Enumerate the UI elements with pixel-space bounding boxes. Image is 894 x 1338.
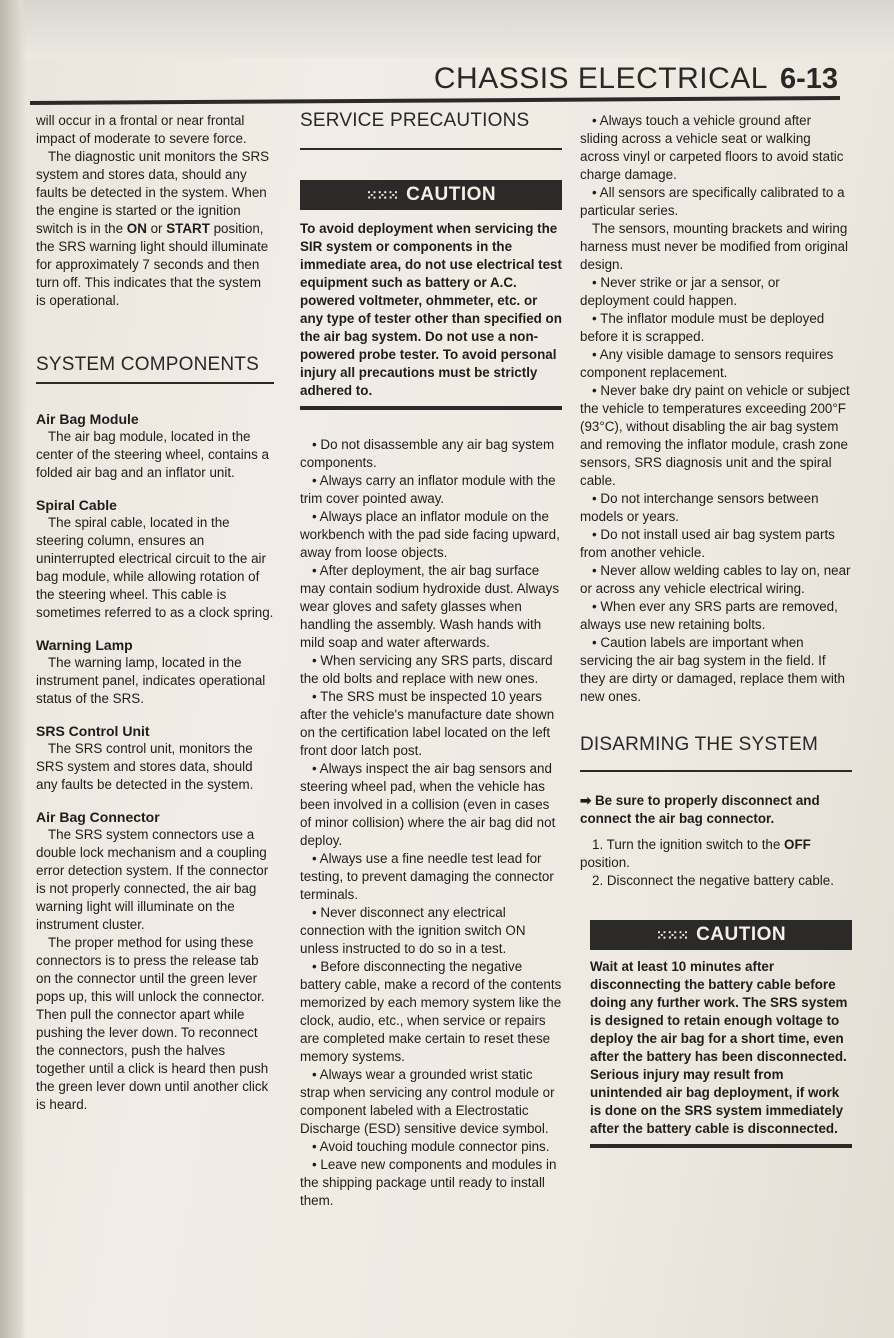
precaution-bullet: • Always touch a vehicle ground after sliding across a vehicle seat or walking across vinyl or carpeted floors to avoid static charge damage. xyxy=(580,113,844,182)
header-rule xyxy=(30,96,840,105)
precaution-bullet: • Do not install used air bag system parts from another vehicle. xyxy=(580,527,835,560)
precaution-bullet: • Do not disassemble any air bag system components. xyxy=(300,437,555,470)
caution-banner xyxy=(590,920,852,950)
precaution-bullet: • Leave new components and modules in the shipping package until ready to install them. xyxy=(300,1157,557,1208)
service-precautions-heading: SERVICE PRECAUTIONS xyxy=(300,110,530,131)
warning-lamp-text: The warning lamp, located in the instrument panel, indicates operational status of the SRS. xyxy=(36,655,266,706)
precaution-bullet: • Before disconnecting the negative battery cable, make a record of the contents memorized by each memory system like the clock, audio, etc., when service or repairs are completed make certain to reset these memory systems. xyxy=(300,959,562,1064)
column-1 xyxy=(36,112,274,1114)
step-2: 2. Disconnect the negative battery cable. xyxy=(592,873,834,888)
caution-text: To avoid deployment when servicing the SIR system or components in the immediate area, do not use electrical test equipment such as battery or A.C. powered voltmeter, ohmmeter, etc. or any type of tester other than specified on the air bag system. Do not use a non-powered probe tester. To avoid personal injury all precautions must be strictly adhered to. xyxy=(300,221,562,398)
system-components-heading: SYSTEM COMPONENTS xyxy=(36,354,259,375)
section-title: CHASSIS ELECTRICAL xyxy=(433,62,768,95)
srs-control-unit-text: The SRS control unit, monitors the SRS system and stores data, should any faults be detected in the system. xyxy=(36,741,254,792)
precaution-paragraph: The sensors, mounting brackets and wiring harness must never be modified from original design. xyxy=(580,221,848,272)
caution-text: Wait at least 10 minutes after disconnecting the battery cable before doing any further work. The SRS system is designed to retain enough voltage to deploy the air bag for a short time, even after the battery has been disconnected. Serious injury may result from unintended air bag deployment, if work is done on the SRS system immediately after the battery cable is disconnected. xyxy=(590,959,848,1136)
caution-icon: ⁙⁙⁙ xyxy=(365,187,399,203)
spiral-cable-text: The spiral cable, located in the steering column, ensures an uninterrupted electrical circuit to the air bag module, while allowing rotation of the steering wheel. This cable is sometimes referred to as a clock spring. xyxy=(36,515,274,620)
disarming-heading: DISARMING THE SYSTEM xyxy=(580,734,819,755)
precaution-bullet: • Caution labels are important when servicing the air bag system in the field. If they are dirty or damaged, replace them with new ones. xyxy=(580,635,845,704)
precaution-bullet: • When servicing any SRS parts, discard the old bolts and replace with new ones. xyxy=(300,653,553,686)
precaution-bullet: • Always wear a grounded wrist static strap when servicing any control module or component labeled with a Electrostatic Discharge (ESD) sensitive device symbol. xyxy=(300,1067,555,1136)
precaution-bullet: • Always inspect the air bag sensors and steering wheel pad, when the vehicle has been involved in a collision (even in cases of minor collision) where the air bag did not deploy. xyxy=(300,761,556,848)
caution-bottom-rule xyxy=(590,1144,852,1148)
precaution-bullet: • Always place an inflator module on the workbench with the pad side facing upward, away from loose objects. xyxy=(300,509,560,560)
precaution-bullet: • Avoid touching module connector pins. xyxy=(312,1139,550,1154)
air-bag-module-text: The air bag module, located in the center of the steering wheel, contains a folded air bag and an inflator unit. xyxy=(36,429,269,480)
precaution-bullet: • When ever any SRS parts are removed, always use new retaining bolts. xyxy=(580,599,838,632)
srs-control-unit-heading: SRS Control Unit xyxy=(36,723,150,739)
caution-banner xyxy=(300,180,562,210)
precaution-bullet: • Never allow welding cables to lay on, near or across any vehicle electrical wiring. xyxy=(580,563,851,596)
precaution-bullet: • The inflator module must be deployed before it is scrapped. xyxy=(580,311,825,344)
binding-fold xyxy=(0,0,26,1338)
precaution-bullet: • All sensors are specifically calibrated to a particular series. xyxy=(580,185,845,218)
air-bag-connector-heading: Air Bag Connector xyxy=(36,809,160,825)
air-bag-module-heading: Air Bag Module xyxy=(36,411,139,427)
precaution-bullet: • Always carry an inflator module with the trim cover pointed away. xyxy=(300,473,556,506)
page-header xyxy=(434,62,838,96)
precaution-bullet: • After deployment, the air bag surface may contain sodium hydroxide dust. Always wear gloves and safety glasses when handling the assembly. Wash hands with mild soap and water afterwards. xyxy=(300,563,560,650)
precaution-bullet: • Never strike or jar a sensor, or deployment could happen. xyxy=(580,275,780,308)
caution-icon: ⁙⁙⁙ xyxy=(655,927,689,943)
caution-label: CAUTION xyxy=(696,924,787,945)
intro-paragraph-2: The diagnostic unit monitors the SRS system and stores data, should any faults be detected in the system. When the engine is started or the ignition switch is in the ON or START position, the SRS warning light should illuminate for approximately 7 seconds and then turn off. This indicates that the system is operational. xyxy=(36,149,270,308)
spiral-cable-heading: Spiral Cable xyxy=(36,497,117,513)
air-bag-connector-text-1: The SRS system connectors use a double lock mechanism and a coupling error detection system. If the connector is not properly connected, the air bag warning light will illuminate on the instrument cluster. xyxy=(36,827,269,932)
page-number: 6-13 xyxy=(779,63,838,95)
note-text: ➡ Be sure to properly disconnect and connect the air bag connector. xyxy=(580,793,820,826)
precaution-bullet: • Any visible damage to sensors requires component replacement. xyxy=(580,347,834,380)
column-3 xyxy=(580,112,852,1148)
warning-lamp-heading: Warning Lamp xyxy=(36,637,133,653)
page-top-edge xyxy=(0,0,894,58)
intro-paragraph-1: will occur in a frontal or near frontal impact of moderate to severe force. xyxy=(36,113,247,146)
precaution-bullet: • Do not interchange sensors between models or years. xyxy=(580,491,819,524)
air-bag-connector-text-2: The proper method for using these connectors is to press the release tab on the connector until the green lever pops up, this will unlock the connector. Then pull the connector apart while pushing the lever down. To reconnect the connectors, push the halves together until a click is heard then push the green lever down until another click is heard. xyxy=(36,935,269,1112)
column-2 xyxy=(300,112,562,1210)
step-1: 1. Turn the ignition switch to the OFF position. xyxy=(580,837,811,870)
precaution-bullet: • Never bake dry paint on vehicle or subject the vehicle to temperatures exceeding 200°F (93°C), without disabling the air bag system and removing the inflator module, crash zone sensors, SRS diagnosis unit and the spiral cable. xyxy=(580,383,850,488)
caution-label: CAUTION xyxy=(406,184,497,205)
precaution-bullet: • Always use a fine needle test lead for testing, to prevent damaging the connector terminals. xyxy=(300,851,554,902)
precaution-bullet: • Never disconnect any electrical connection with the ignition switch ON unless instructed to do so in a test. xyxy=(300,905,526,956)
precaution-bullet: • The SRS must be inspected 10 years after the vehicle's manufacture date shown on the certification label located on the left front door latch post. xyxy=(300,689,555,758)
